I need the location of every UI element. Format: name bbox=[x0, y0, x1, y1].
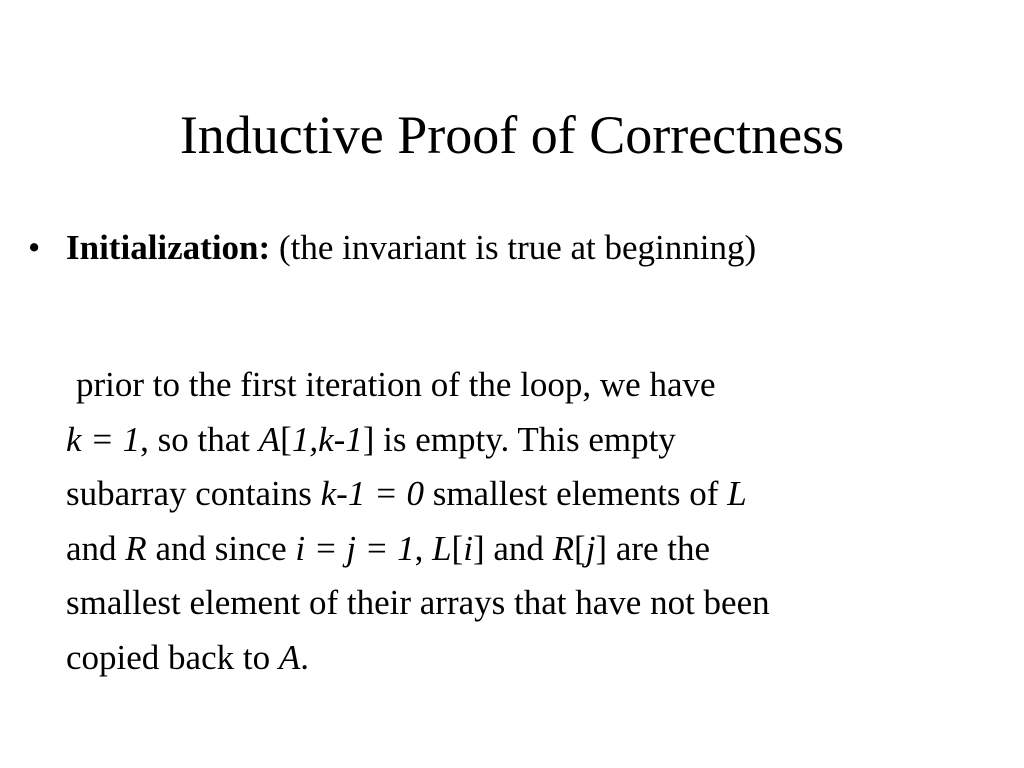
text-segment: ] are the bbox=[595, 528, 711, 568]
text-segment: . bbox=[300, 637, 309, 677]
body-line-6 bbox=[66, 631, 1006, 686]
body-line-3 bbox=[66, 467, 1006, 522]
math-var-R: R bbox=[125, 528, 147, 568]
body-paragraph bbox=[66, 358, 1006, 685]
bullet-icon: • bbox=[28, 228, 41, 267]
body-line-2 bbox=[66, 413, 1006, 468]
math-var-A: A bbox=[278, 637, 301, 677]
text-segment: , so that bbox=[140, 419, 259, 459]
text-segment: copied back to bbox=[66, 637, 279, 677]
slide-title: Inductive Proof of Correctness bbox=[179, 105, 845, 165]
text-segment: and since bbox=[146, 528, 296, 568]
text-segment: [ bbox=[280, 419, 292, 459]
math-k-minus-1: k-1 = 0 bbox=[320, 474, 424, 513]
math-var-i: i bbox=[463, 528, 473, 568]
text-segment: subarray contains bbox=[66, 474, 321, 513]
text-segment: ] is empty. This empty bbox=[362, 419, 676, 459]
math-var-j: j bbox=[585, 528, 596, 568]
text-segment: , bbox=[414, 528, 433, 568]
text-segment: ] and bbox=[472, 528, 553, 568]
math-range: 1,k-1 bbox=[291, 419, 363, 459]
bullet-item-initialization bbox=[28, 225, 756, 271]
text-segment: [ bbox=[574, 528, 586, 568]
math-var-A: A bbox=[258, 419, 281, 459]
math-i-equals-j: i = j = 1 bbox=[295, 528, 415, 568]
bullet-label: Initialization: bbox=[66, 228, 271, 267]
math-var-L: L bbox=[432, 528, 452, 568]
text-segment: and bbox=[66, 528, 126, 568]
text-segment: prior to the first iteration of the loop, we have bbox=[76, 365, 716, 404]
body-line-4 bbox=[66, 522, 1006, 577]
math-var-R: R bbox=[552, 528, 575, 568]
math-k-equals-1: k = 1 bbox=[66, 419, 141, 459]
math-var-L: L bbox=[727, 474, 747, 513]
body-line-1 bbox=[66, 358, 1006, 413]
text-segment: smallest elements of bbox=[423, 474, 728, 513]
body-line-5 bbox=[66, 576, 1006, 631]
text-segment: smallest element of their arrays that have not been bbox=[66, 583, 770, 622]
text-segment: [ bbox=[451, 528, 464, 568]
bullet-note: (the invariant is true at beginning) bbox=[270, 228, 757, 267]
